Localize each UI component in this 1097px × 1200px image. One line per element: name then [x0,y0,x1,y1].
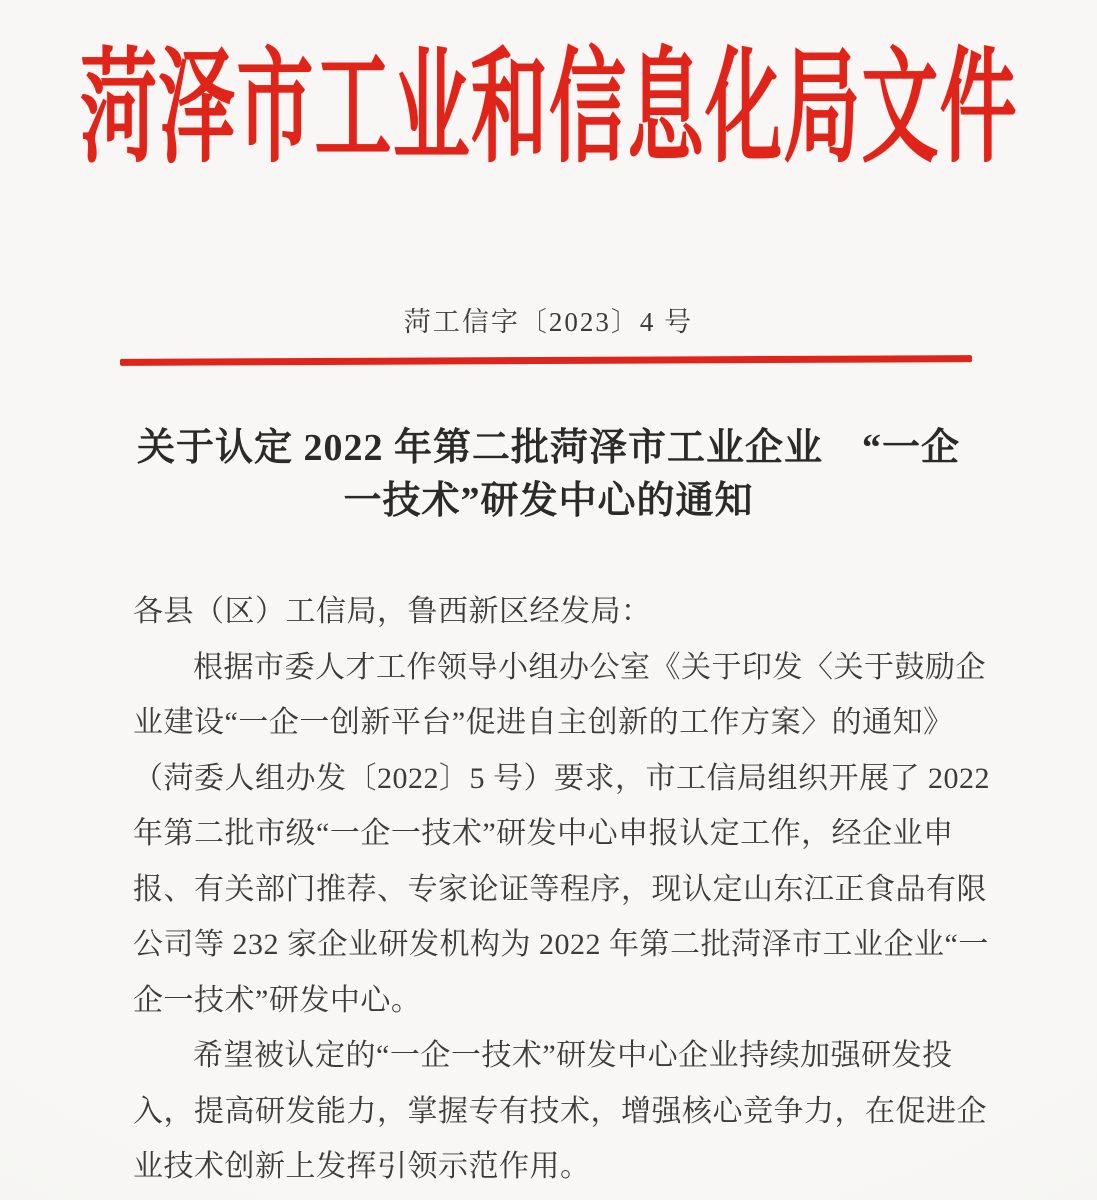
body-line: 入，提高研发能力，掌握专有技术，增强核心竞争力，在促进企 [133,1094,987,1128]
agency-red-header [0,40,1097,179]
document-title-line2: 一技术”研发中心的通知 [343,480,754,522]
body-line: 企一技术”研发中心。 [133,983,422,1017]
body-line: 报、有关部门推荐、专家论证等程序，现认定山东江正食品有限 [133,872,987,906]
body-line: 希望被认定的“一企一技术”研发中心企业持续加强研发投 [193,1039,953,1072]
document-title-line1: 关于认定 2022 年第二批菏泽市工业企业 “一企 [136,427,960,469]
body-line: 公司等 232 家企业研发机构为 2022 年第二批菏泽市工业企业“一 [133,928,989,961]
document-body [133,584,990,1195]
red-divider-line [120,355,972,366]
agency-title: 菏泽市工业和信息化局文件 [79,40,1018,177]
document-number: 菏工信字〔2023〕4 号 [403,307,694,337]
salutation-line: 各县（区）工信局，鲁西新区经发局： [133,595,652,628]
body-line: 业技术创新上发挥引领示范作用。 [133,1150,591,1183]
body-line: 根据市委人才工作领导小组办公室《关于印发〈关于鼓励企 [193,650,986,684]
body-line: 业建设“一企一创新平台”促进自主创新的工作方案〉的通知》 [133,706,954,739]
document-title [0,422,1097,528]
body-line: 年第二批市级“一企一技术”研发中心申报认定工作，经企业申 [133,817,954,850]
body-line: （菏委人组办发〔2022〕5 号）要求，市工信局组织开展了 2022 [133,761,990,795]
